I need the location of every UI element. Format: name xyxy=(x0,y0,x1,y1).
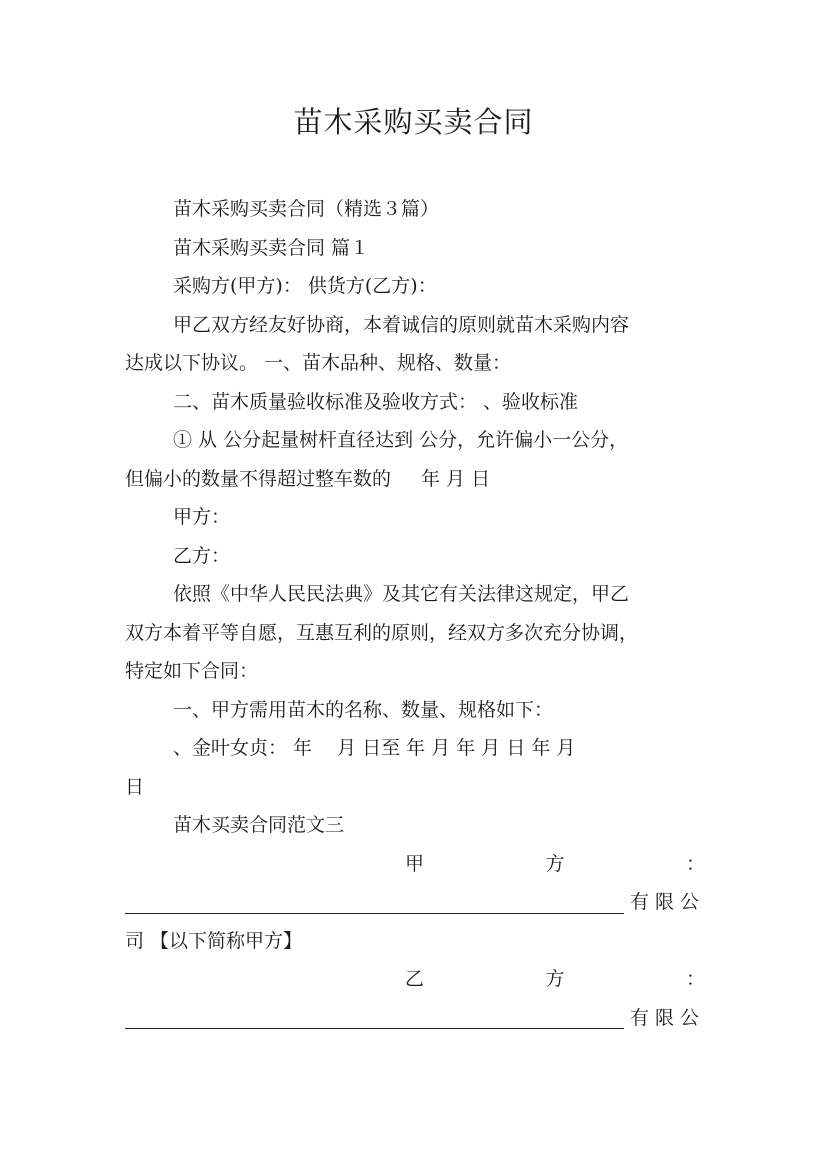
paragraph-law-line3: 特定如下合同： xyxy=(125,660,259,682)
document-body xyxy=(125,190,705,1037)
paragraph-golden-privet-line1: 、金叶女贞： 年 月 日至 年 月 年 月 日 年 月 xyxy=(173,737,576,759)
signature-party-a: 甲方： xyxy=(173,506,231,528)
party-b-company-line: 有限公 xyxy=(125,999,705,1038)
party-a-label-line: 甲 方 ： xyxy=(405,852,705,875)
paragraph-intro-line2: 达成以下协议。 一、苗木品种、规格、数量： xyxy=(125,352,512,374)
paragraph-quality-standard: 二、苗木质量验收标准及验收方式： 、验收标准 xyxy=(173,390,579,413)
paragraph-intro-line1: 甲乙双方经友好协商，本着诚信的原则就苗木采购内容 xyxy=(173,313,630,336)
signature-party-b: 乙方： xyxy=(173,544,231,567)
paragraph-diameter-line2: 但偏小的数量不得超过整车数的 年 月 日 xyxy=(125,467,491,490)
paragraph-section-heading: 苗木采购买卖合同 篇１ xyxy=(173,236,370,259)
paragraph-parties: 采购方(甲方)： 供货方(乙方)： xyxy=(173,275,437,297)
paragraph-subtitle: 苗木采购买卖合同（精选３篇） xyxy=(173,198,440,220)
party-b-label-line: 乙 方 ： xyxy=(405,968,705,990)
paragraph-law-line2: 双方本着平等自愿，互惠互利的原则，经双方多次充分协调， xyxy=(125,621,639,644)
blank-underline xyxy=(125,1002,624,1029)
paragraph-sample-three: 苗木买卖合同范文三 xyxy=(173,814,345,836)
paragraph-diameter-line1: ① 从 公分起量树杆直径达到 公分，允许偏小一公分， xyxy=(173,429,629,451)
party-a-abbreviation: 司 【以下简称甲方】 xyxy=(125,929,303,952)
paragraph-golden-privet-line2: 日 xyxy=(125,775,145,798)
document-title: 苗木采购买卖合同 xyxy=(293,105,534,139)
paragraph-item-one: 一、甲方需用苗木的名称、数量、规格如下： xyxy=(173,698,554,721)
blank-underline xyxy=(125,887,624,914)
party-a-company-line: 有限公 xyxy=(125,883,705,922)
paragraph-law-line1: 依照《中华人民民法典》及其它有关法律这规定，甲乙 xyxy=(173,583,630,605)
